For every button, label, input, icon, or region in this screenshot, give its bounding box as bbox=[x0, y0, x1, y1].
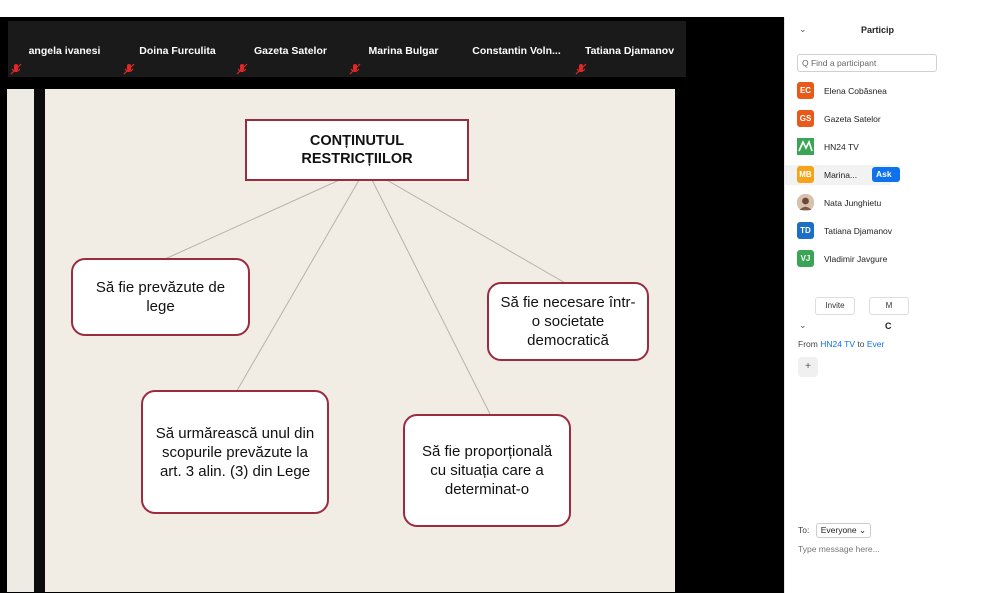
invite-button[interactable]: Invite bbox=[815, 297, 855, 315]
muted-mic-icon bbox=[11, 64, 21, 75]
avatar: VJ bbox=[797, 250, 814, 267]
participant-name: Elena Cobăsnea bbox=[824, 86, 887, 96]
participant-row[interactable] bbox=[797, 193, 997, 213]
thumbnail-name: Tatiana Djamanov bbox=[584, 45, 675, 57]
thumbnail-name: angela ivanesi bbox=[28, 45, 101, 57]
chat-recipient-link[interactable]: Ever bbox=[866, 339, 885, 349]
avatar: EC bbox=[797, 82, 814, 99]
participant-thumbnail-strip bbox=[0, 17, 784, 82]
thumbnail-name: Marina Bulgar bbox=[368, 45, 439, 57]
participants-title: Particip bbox=[861, 25, 895, 35]
more-button[interactable]: M bbox=[869, 297, 909, 315]
participant-name: Vladimir Javgure bbox=[824, 254, 888, 264]
participant-row[interactable] bbox=[797, 109, 997, 129]
participants-header bbox=[785, 17, 985, 43]
thumbnail-tatiana-djamanov[interactable] bbox=[573, 21, 686, 77]
thumbnail-name: Gazeta Satelor bbox=[254, 45, 327, 57]
add-reaction-button[interactable]: + bbox=[798, 357, 818, 377]
thumbnail-name: Doina Furculita bbox=[139, 45, 216, 57]
avatar bbox=[797, 138, 814, 155]
participant-name: Gazeta Satelor bbox=[824, 114, 881, 124]
chat-recipient-selector bbox=[798, 523, 871, 538]
recipient-dropdown[interactable]: Everyone ⌄ bbox=[816, 523, 871, 538]
chat-title: C bbox=[885, 321, 892, 331]
thumbnail-doina-furculita[interactable] bbox=[121, 21, 234, 77]
meeting-area bbox=[0, 17, 784, 593]
chat-message-input[interactable]: Type message here... bbox=[798, 544, 880, 554]
thumbnail-marina-bulgar[interactable] bbox=[347, 21, 460, 77]
participant-name: Marina... bbox=[824, 170, 858, 180]
participant-row-hovered[interactable] bbox=[785, 165, 891, 185]
presentation-slide bbox=[45, 89, 675, 592]
thumbnail-angela-ivanesi[interactable] bbox=[8, 21, 121, 77]
diagram-box-urmareasca: Să urmărească unul din scopurile prevăzute la art. 3 alin. (3) din Lege bbox=[141, 390, 329, 514]
thumbnail-gazeta-satelor[interactable] bbox=[234, 21, 347, 77]
avatar: TD bbox=[797, 222, 814, 239]
chat-message-header bbox=[798, 339, 884, 349]
muted-mic-icon bbox=[124, 64, 134, 75]
participant-row[interactable] bbox=[797, 221, 997, 241]
diagram-box-proportionala: Să fie proporțională cu situația care a determinat-o bbox=[403, 414, 571, 527]
avatar: GS bbox=[797, 110, 814, 127]
from-to: to bbox=[857, 339, 865, 349]
from-prefix: From bbox=[798, 339, 818, 349]
shared-screen bbox=[7, 89, 675, 592]
participant-name: Tatiana Djamanov bbox=[824, 226, 893, 236]
diagram-box-necesare: Să fie necesare într-o societate democratică bbox=[487, 282, 649, 361]
muted-mic-icon bbox=[237, 64, 247, 75]
muted-mic-icon bbox=[576, 64, 586, 75]
participant-name: HN24 TV bbox=[824, 142, 859, 152]
chevron-down-icon[interactable]: ⌄ bbox=[799, 24, 807, 34]
participant-row[interactable] bbox=[797, 249, 997, 269]
participant-search-input[interactable]: Q Find a participant bbox=[797, 54, 937, 72]
shared-screen-divider bbox=[34, 89, 45, 592]
avatar bbox=[797, 194, 814, 211]
diagram-root-box: CONȚINUTUL RESTRICȚIILOR bbox=[245, 119, 469, 181]
participant-row[interactable] bbox=[797, 137, 997, 157]
avatar: MB bbox=[797, 166, 814, 183]
chat-sender-link[interactable]: HN24 TV bbox=[820, 339, 856, 349]
participant-row[interactable] bbox=[797, 81, 997, 101]
chevron-down-icon[interactable]: ⌄ bbox=[799, 320, 807, 330]
thumbnail-constantin-voln[interactable] bbox=[460, 21, 573, 77]
side-panel bbox=[784, 17, 895, 593]
ask-to-unmute-button[interactable]: Ask bbox=[872, 167, 900, 182]
hn24-logo-icon bbox=[797, 138, 814, 155]
to-label: To: bbox=[798, 525, 810, 535]
chat-header bbox=[785, 313, 985, 339]
shared-screen-left-margin bbox=[7, 89, 34, 592]
participant-name: Nata Junghietu bbox=[824, 198, 882, 208]
muted-mic-icon bbox=[350, 64, 360, 75]
thumbnail-name: Constantin Voln... bbox=[472, 45, 561, 57]
user-photo-icon bbox=[797, 194, 814, 211]
diagram-box-lege: Să fie prevăzute de lege bbox=[71, 258, 250, 336]
